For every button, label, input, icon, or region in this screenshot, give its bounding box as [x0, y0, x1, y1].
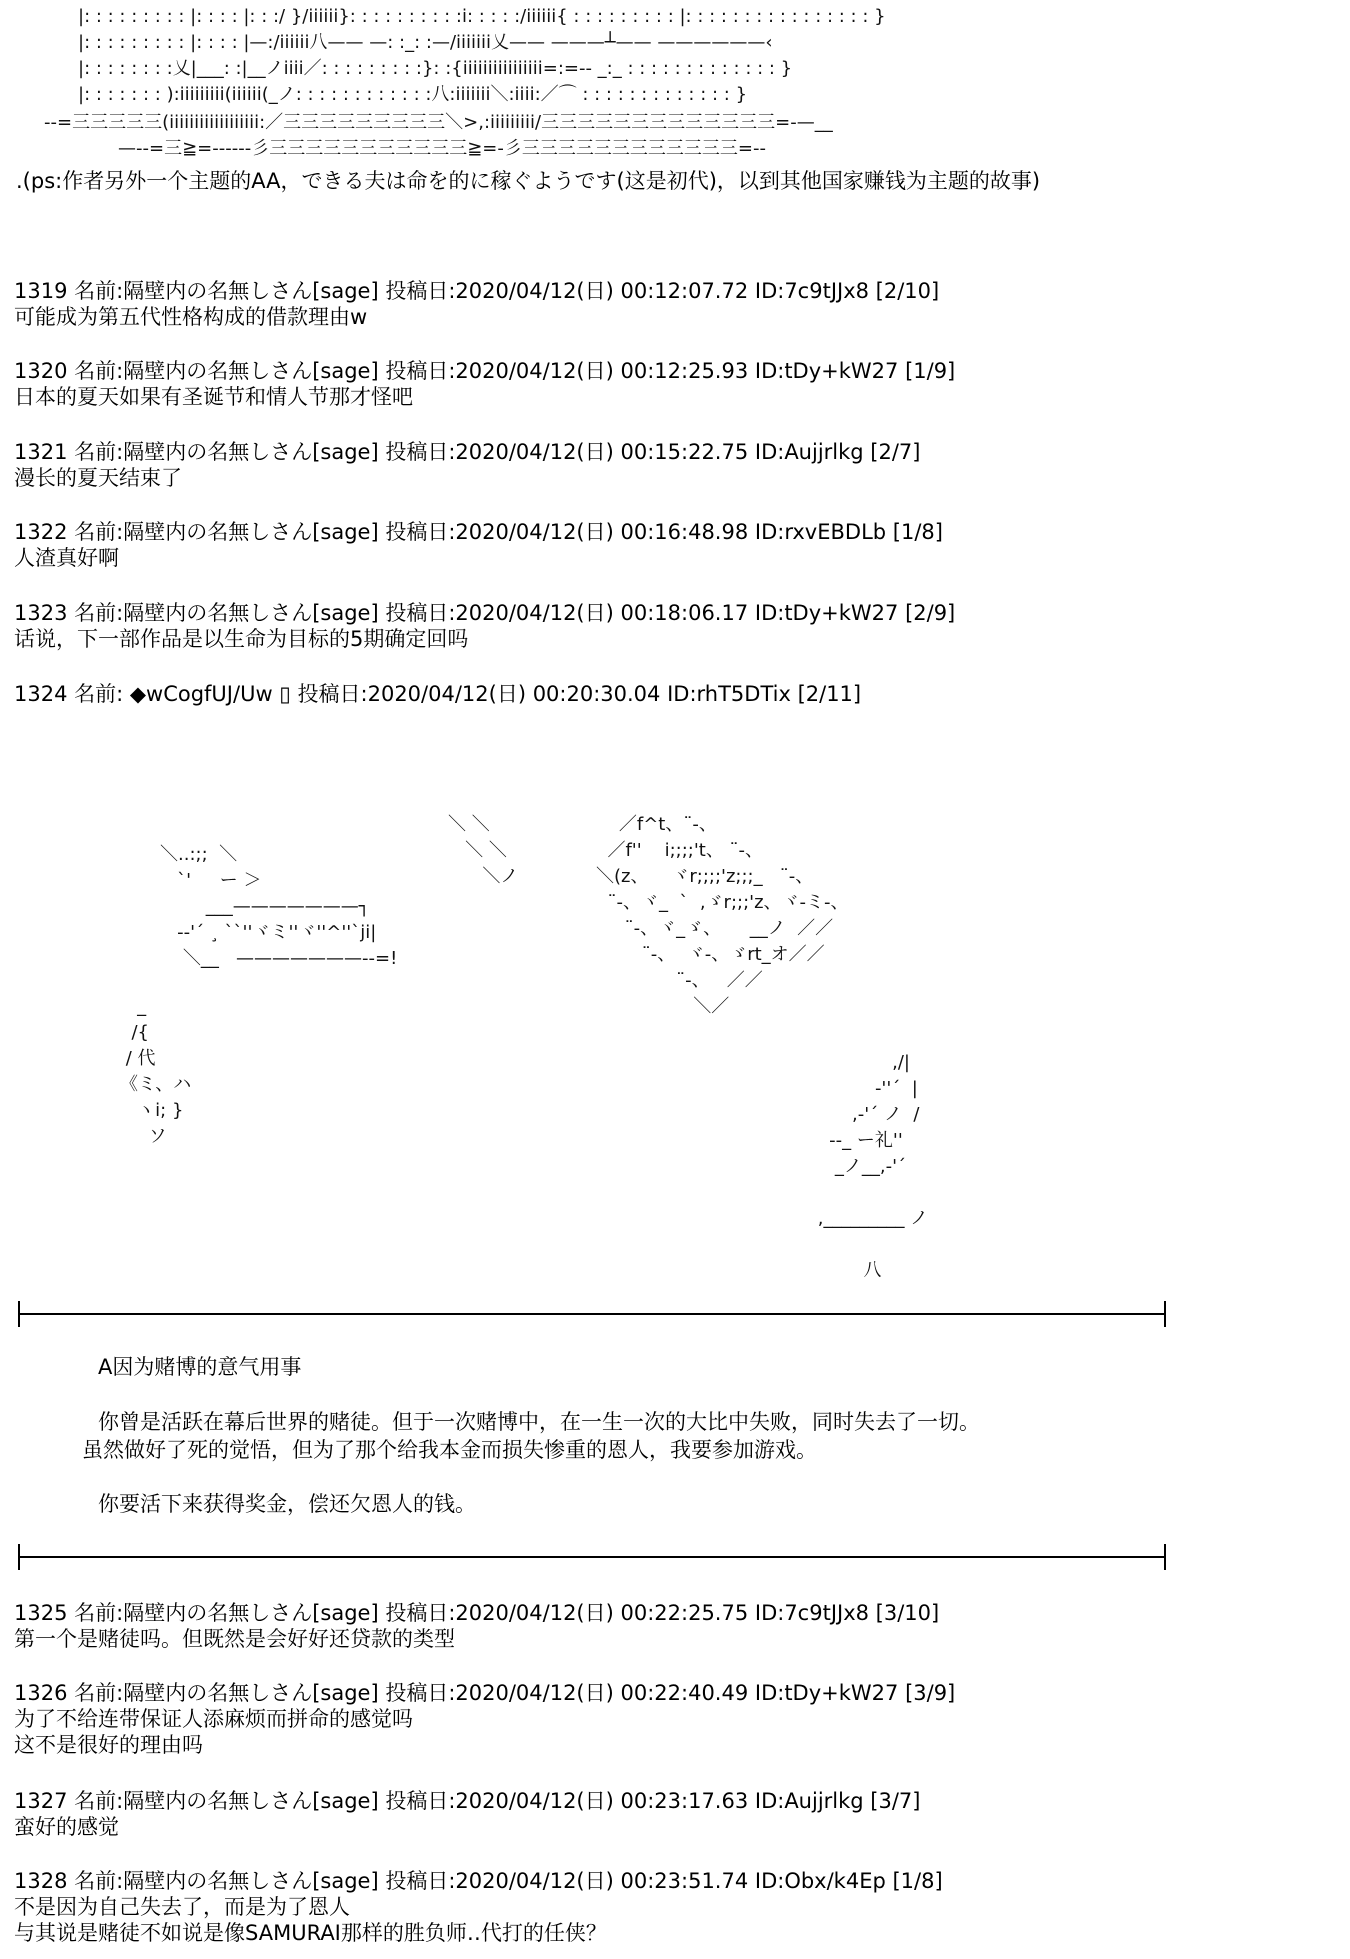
post-1319-header: 1319 名前:隔壁内の名無しさん[sage] 投稿日:2020/04/12(日) 00:12:07.72 ID:7c9tJJx8 [2/10]: [14, 279, 940, 303]
header-note: .(ps:作者另外一个主题的AA，できる夫は命を的に稼ぐようです(这是初代)，以到其他国家赚钱为主题的故事): [16, 169, 1041, 193]
post-1325-body: 第一个是赌徒吗。但既然是会好好还贷款的类型: [14, 1627, 455, 1651]
post-1327-body: 蛮好的感觉: [14, 1815, 119, 1839]
post-1324-header: 1324 名前: ◆wCogfUJ/Uw ▯ 投稿日:2020/04/12(日) 00:20:30.04 ID:rhT5DTix [2/11]: [14, 682, 862, 706]
post-1328-body-1: 不是因为自己失去了，而是为了恩人: [14, 1895, 350, 1919]
scene-art-right: ／f^t、¨-、 ／f'' i;;;;'t、 ¨-、 ＼(z、 ヾr;;;;'z;;;_ ¨-、 ¨-、ヾ_ ` ,ゞr;;;'z、ヾ-ミ-、 ¨-、ヾ_ゞ、 __ノ ／／ ¨-、 ヾ-、ゞrt_オ／／ ¨-、 ／／ ＼／: [596, 814, 849, 1017]
post-1328-body-2: 与其说是赌徒不如说是像SAMURAI那样的胜负师‥代打的任侠？: [14, 1921, 607, 1945]
post-1321-body: 漫长的夏天结束了: [14, 466, 182, 490]
post-1320-header: 1320 名前:隔壁内の名無しさん[sage] 投稿日:2020/04/12(日) 00:12:25.93 ID:tDy+kW27 [1/9]: [14, 359, 956, 383]
box-divider-top: [18, 1313, 1166, 1315]
post-1326-body-1: 为了不给连带保证人添麻烦而拼命的感觉吗: [14, 1707, 413, 1731]
post-1320-body: 日本的夏天如果有圣诞节和情人节那才怪吧: [14, 385, 413, 409]
header-art-row-2: |: : : : : : : : : |: : : : |—:/iiiiii八—— —: :_: :—/iiiiiii乂—— ———┴—— ——————‹: [78, 32, 773, 53]
post-1322-header: 1322 名前:隔壁内の名無しさん[sage] 投稿日:2020/04/12(日) 00:16:48.98 ID:rxvEBDLb [1/8]: [14, 520, 943, 544]
post-1319-body: 可能成为第五代性格构成的借款理由w: [14, 305, 368, 329]
post-1328-header: 1328 名前:隔壁内の名無しさん[sage] 投稿日:2020/04/12(日) 00:23:51.74 ID:Obx/k4Ep [1/8]: [14, 1869, 943, 1893]
post-1323-body: 话说，下一部作品是以生命为目标的5期确定回吗: [14, 627, 469, 651]
box-line-1: 你曾是活跃在幕后世界的赌徒。但于一次赌博中，在一生一次的大比中失败，同时失去了一切。: [98, 1410, 980, 1434]
scene-art-right-low: ,/| -''´ | ,-'´ ノ / --_ ー礼'' _ノ__,-'´ ,_________ ノ 八: [817, 1052, 929, 1281]
box-line-2: 虽然做好了死的觉悟，但为了那个给我本金而损失惨重的恩人，我要参加游戏。: [82, 1438, 817, 1462]
post-1327-header: 1327 名前:隔壁内の名無しさん[sage] 投稿日:2020/04/12(日) 00:23:17.63 ID:Aujjrlkg [3/7]: [14, 1789, 921, 1813]
header-art-row-5: --=三三三三三(iiiiiiiiiiiiiiiiii:／三三三三三三三三三＼>,:iiiiiiiii/三三三三三三三三三三三三三=-—__: [44, 112, 833, 133]
scene-art-top-mid: ＼ ＼ ＼ ＼ ＼ノ: [448, 814, 519, 887]
scene-art-left-figure: _ /{ / 代 《ミ、ハ ヽi; } ソ: [120, 996, 192, 1147]
header-art-row-6: —--=三≧=------彡三三三三三三三三三三三≧=-彡三三三三三三三三三三三三=--: [118, 138, 766, 159]
post-1325-header: 1325 名前:隔壁内の名無しさん[sage] 投稿日:2020/04/12(日) 00:22:25.75 ID:7c9tJJx8 [3/10]: [14, 1601, 940, 1625]
post-1321-header: 1321 名前:隔壁内の名無しさん[sage] 投稿日:2020/04/12(日) 00:15:22.75 ID:Aujjrlkg [2/7]: [14, 440, 921, 464]
box-title: A因为赌博的意气用事: [98, 1355, 302, 1379]
post-1326-header: 1326 名前:隔壁内の名無しさん[sage] 投稿日:2020/04/12(日) 00:22:40.49 ID:tDy+kW27 [3/9]: [14, 1681, 956, 1705]
box-divider-bottom: [18, 1556, 1166, 1558]
box-line-3: 你要活下来获得奖金，偿还欠恩人的钱。: [98, 1492, 476, 1516]
post-1322-body: 人渣真好啊: [14, 546, 119, 570]
post-1326-body-2: 这不是很好的理由吗: [14, 1733, 203, 1757]
post-1323-header: 1323 名前:隔壁内の名無しさん[sage] 投稿日:2020/04/12(日) 00:18:06.17 ID:tDy+kW27 [2/9]: [14, 601, 956, 625]
header-art-row-1: |: : : : : : : : : |: : : : |: : :/ }/iiiiii}: : : : : : : : : :i: : : : :/iiiiii{ : : : : : : : : : |: : : : : : : : : : : : : : : : }: [78, 6, 886, 27]
header-art-row-4: |: : : : : : : ):iiiiiiiii(iiiiii(_ノ: : : : : : : : : : : :八:iiiiiii＼:iiii:／⌒ : : : : : : : : : : : : : }: [78, 84, 748, 105]
scene-art-left: ＼..:;; ＼ `' ー ＞ ___———————┐ --'´ ¸ ``''ヾミ''ヾ''^''`ji| ＼__ ———————--=!: [160, 844, 398, 969]
header-art-row-3: |: : : : : : : :乂|___: :|__ノiiii／: : : : : : : : :}: :{iiiiiiiiiiiiiiii=:=-- _:_ : : : : : : : : : : : : : }: [78, 58, 793, 79]
